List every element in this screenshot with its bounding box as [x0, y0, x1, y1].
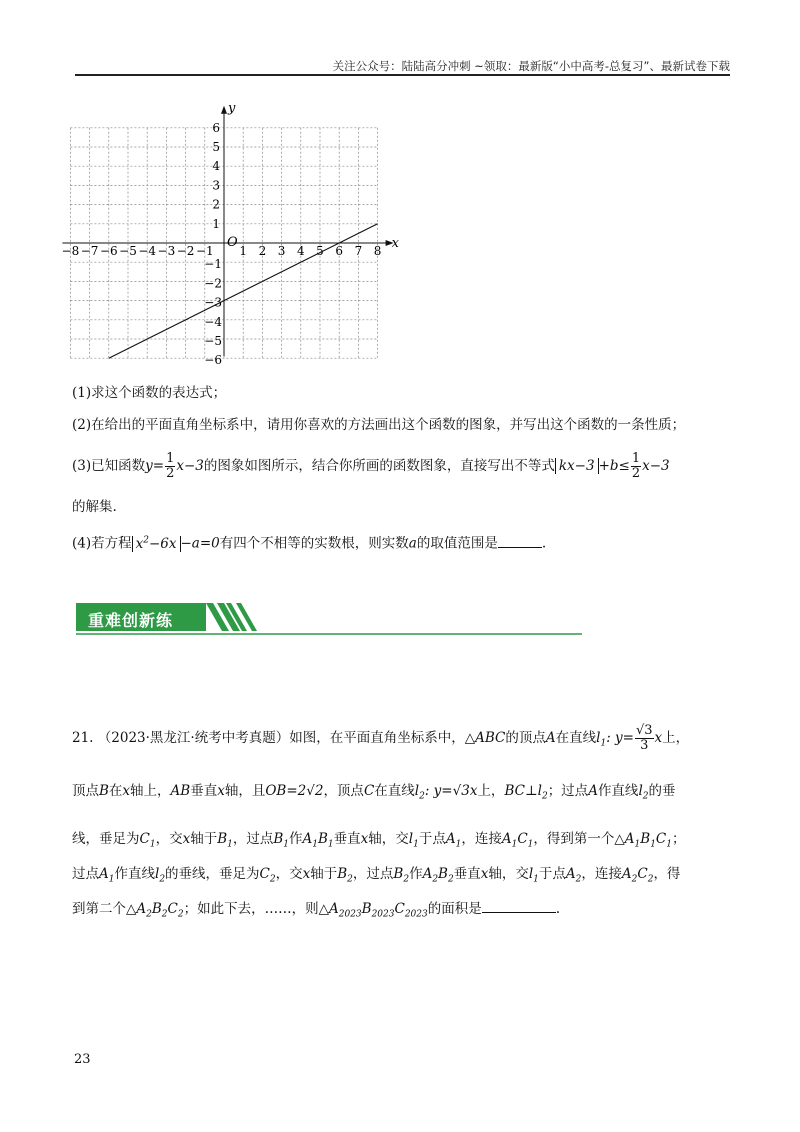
p1-d: 上，: [662, 730, 690, 746]
problem-21-line-4: 过点$A_1$作直线$l_2$的垂线，垂足为$C_2$，交x轴于$B_2$，过点$B_2$作$A_2B_2$垂直x轴，交$l_1$于点$A_2$，连接$A_2C_2$，得: [72, 866, 681, 885]
p5-b: ；如此下去，……，则: [183, 901, 319, 917]
q4-prefix: (4)若方程: [72, 535, 132, 552]
p2-a: 顶点: [72, 783, 99, 799]
x-tick-label: −8: [61, 244, 80, 258]
x-tick-label: 2: [258, 244, 267, 258]
question-3: [72, 452, 670, 481]
p4-a: 过点: [72, 866, 99, 882]
p2-i: ；过点: [547, 783, 589, 799]
y-tick-label: 2: [212, 197, 220, 212]
p3-f: 垂直: [333, 831, 361, 847]
p5-d: .: [555, 901, 561, 917]
p3-d: ，过点: [232, 831, 274, 847]
p5-a: 到第二个: [72, 901, 126, 917]
x-tick-label: 1: [239, 244, 248, 258]
p3-i: ，连接: [461, 831, 502, 847]
p3-g: 轴，交: [368, 831, 409, 847]
x-tick-label: 5: [316, 244, 324, 258]
y-tick-label: 1: [212, 216, 220, 231]
p3-e: 作: [289, 831, 303, 847]
problem-number: 21.: [72, 730, 94, 746]
y-tick-label: 4: [212, 159, 220, 174]
x-tick-label: 8: [373, 244, 382, 258]
coordinate-graph: [61, 92, 415, 368]
page-header: 关注公众号：陆陆高分冲刺 ~领取：最新版“小中高考-总复习”、最新试卷下载: [332, 59, 730, 73]
axes: [62, 106, 393, 356]
p2-j: 作直线: [597, 783, 639, 799]
p4-e: 轴于: [310, 866, 338, 882]
x-axis-label: x: [391, 236, 399, 251]
page-number: 23: [74, 1052, 91, 1067]
p4-l: ，得: [653, 866, 681, 882]
p2-h: 上，: [477, 783, 505, 799]
p4-i: 轴，交: [488, 866, 529, 882]
p3-b: ，交: [155, 831, 183, 847]
p4-b: 作直线: [114, 866, 155, 882]
p4-k: ，连接: [581, 866, 622, 882]
y-axis-label: y: [228, 100, 236, 116]
q4-answer-blank[interactable]: [498, 533, 542, 548]
x-tick-label: 3: [277, 244, 286, 258]
p21-answer-blank[interactable]: [482, 898, 556, 913]
p3-c: 轴于: [190, 831, 218, 847]
x-tick-label: −5: [119, 244, 137, 258]
banner-title: 重难创新练: [88, 611, 174, 630]
x-tick-label: −7: [80, 244, 99, 258]
p2-b: 在: [108, 783, 123, 799]
problem-21-line-5: 到第二个$\triangle A_2B_2C_2$；如此下去，……，则$\triangle A_{2023}B_{2023}C_{2023}$的面积是 .: [72, 898, 560, 925]
tick-labels: [62, 121, 382, 367]
p2-c: 轴上，: [130, 783, 171, 799]
p5-c: 的面积是: [427, 901, 482, 917]
p1-b: 的顶点: [505, 730, 546, 746]
p4-d: ，交: [275, 866, 303, 882]
p3-a: 线，垂足为: [72, 831, 140, 847]
p1-c: 在直线: [555, 730, 597, 746]
p4-g: 作: [409, 866, 423, 882]
problem-21-line-3: 线，垂足为$C_1$，交x轴于$B_1$，过点$B_1$作$A_1B_1$垂直x轴，交$l_1$于点$A_1$，连接$A_1C_1$，得到第一个$\triangle A_1B_1C_1$；: [72, 831, 686, 850]
question-3-tail: 的解集.: [72, 499, 117, 515]
y-tick-label: −2: [204, 276, 222, 291]
x-tick-label: −2: [176, 244, 195, 258]
p2-e: 轴，且: [224, 783, 266, 799]
question-2: (2)在给出的平面直角坐标系中，请用你喜欢的方法画出这个函数的图象，并写出这个函数的一条性质；: [72, 417, 686, 433]
x-tick-label: −1: [195, 244, 214, 258]
x-tick-label: −6: [99, 244, 118, 258]
q4-var: a: [408, 535, 417, 552]
y-tick-label: 5: [212, 140, 220, 154]
p4-f: ，过点: [352, 866, 394, 882]
y-axis-arrow: [221, 106, 227, 114]
q4-equation: $x^2-6x -a=0$: [132, 536, 220, 552]
problem-source: （2023·黑龙江·统考中考真题）如图，在平面直角坐标系中，: [97, 730, 465, 746]
p2-k: 的垂: [648, 783, 676, 799]
p3-j: ，得到第一个: [533, 831, 615, 847]
y-tick-label: −5: [204, 334, 222, 348]
p4-h: 垂直: [453, 866, 481, 882]
p4-j: 于点: [538, 866, 566, 882]
p2-d: 垂直: [190, 783, 218, 799]
p3-k: ；: [672, 831, 686, 847]
question-1: (1)求这个函数的表达式；: [72, 385, 227, 401]
problem-21-line-1: 21. （2023·黑龙江·统考中考真题）如图，在平面直角坐标系中，△ABC的顶点A在直线$l_1$: y= $\frac{√3}{3}$ x上，: [72, 723, 690, 753]
y-tick-label: −4: [204, 314, 222, 329]
p2-f: ，顶点: [323, 783, 364, 799]
y-tick-label: −6: [204, 353, 222, 368]
p3-h: 于点: [418, 831, 446, 847]
question-4: [72, 530, 546, 554]
problem-21-line-2: 顶点B在x轴上，AB垂直x轴，且OB=2√2，顶点C在直线$l_2$: y=√3x上，$BC\perp l_2$；过点A作直线$l_2$的垂: [72, 783, 676, 802]
q4-mid: 有四个不相等的实数根，则实数: [219, 535, 409, 552]
header-rule: [75, 74, 730, 76]
x-tick-label: 4: [296, 244, 305, 258]
y-tick-label: 3: [212, 178, 220, 193]
x-tick-label: −3: [157, 244, 176, 258]
q4-suffix: 的取值范围是: [416, 535, 498, 552]
y-tick-label: 6: [212, 120, 220, 135]
q4-end: .: [541, 535, 547, 552]
y-tick-label: −3: [204, 295, 222, 310]
x-tick-label: −4: [138, 244, 157, 258]
x-tick-label: 7: [354, 244, 363, 258]
origin-label: O: [227, 235, 238, 250]
q3-mid: 的图象如图所示，结合你所画的函数图象，直接写出不等式: [203, 458, 555, 474]
q3-inequality: kx−3 +b≤ $\frac{1}{2}$ x−3: [555, 458, 670, 474]
q3-prefix: (3)已知函数: [72, 458, 146, 474]
y-tick-label: −1: [204, 257, 222, 272]
p4-c: 的垂线，垂足为: [165, 866, 260, 882]
q3-function: y= $\frac{1}{2}$ x−3: [145, 451, 204, 481]
x-tick-label: 6: [335, 244, 344, 258]
p2-g: 在直线: [374, 783, 415, 799]
section-banner: [76, 600, 582, 636]
